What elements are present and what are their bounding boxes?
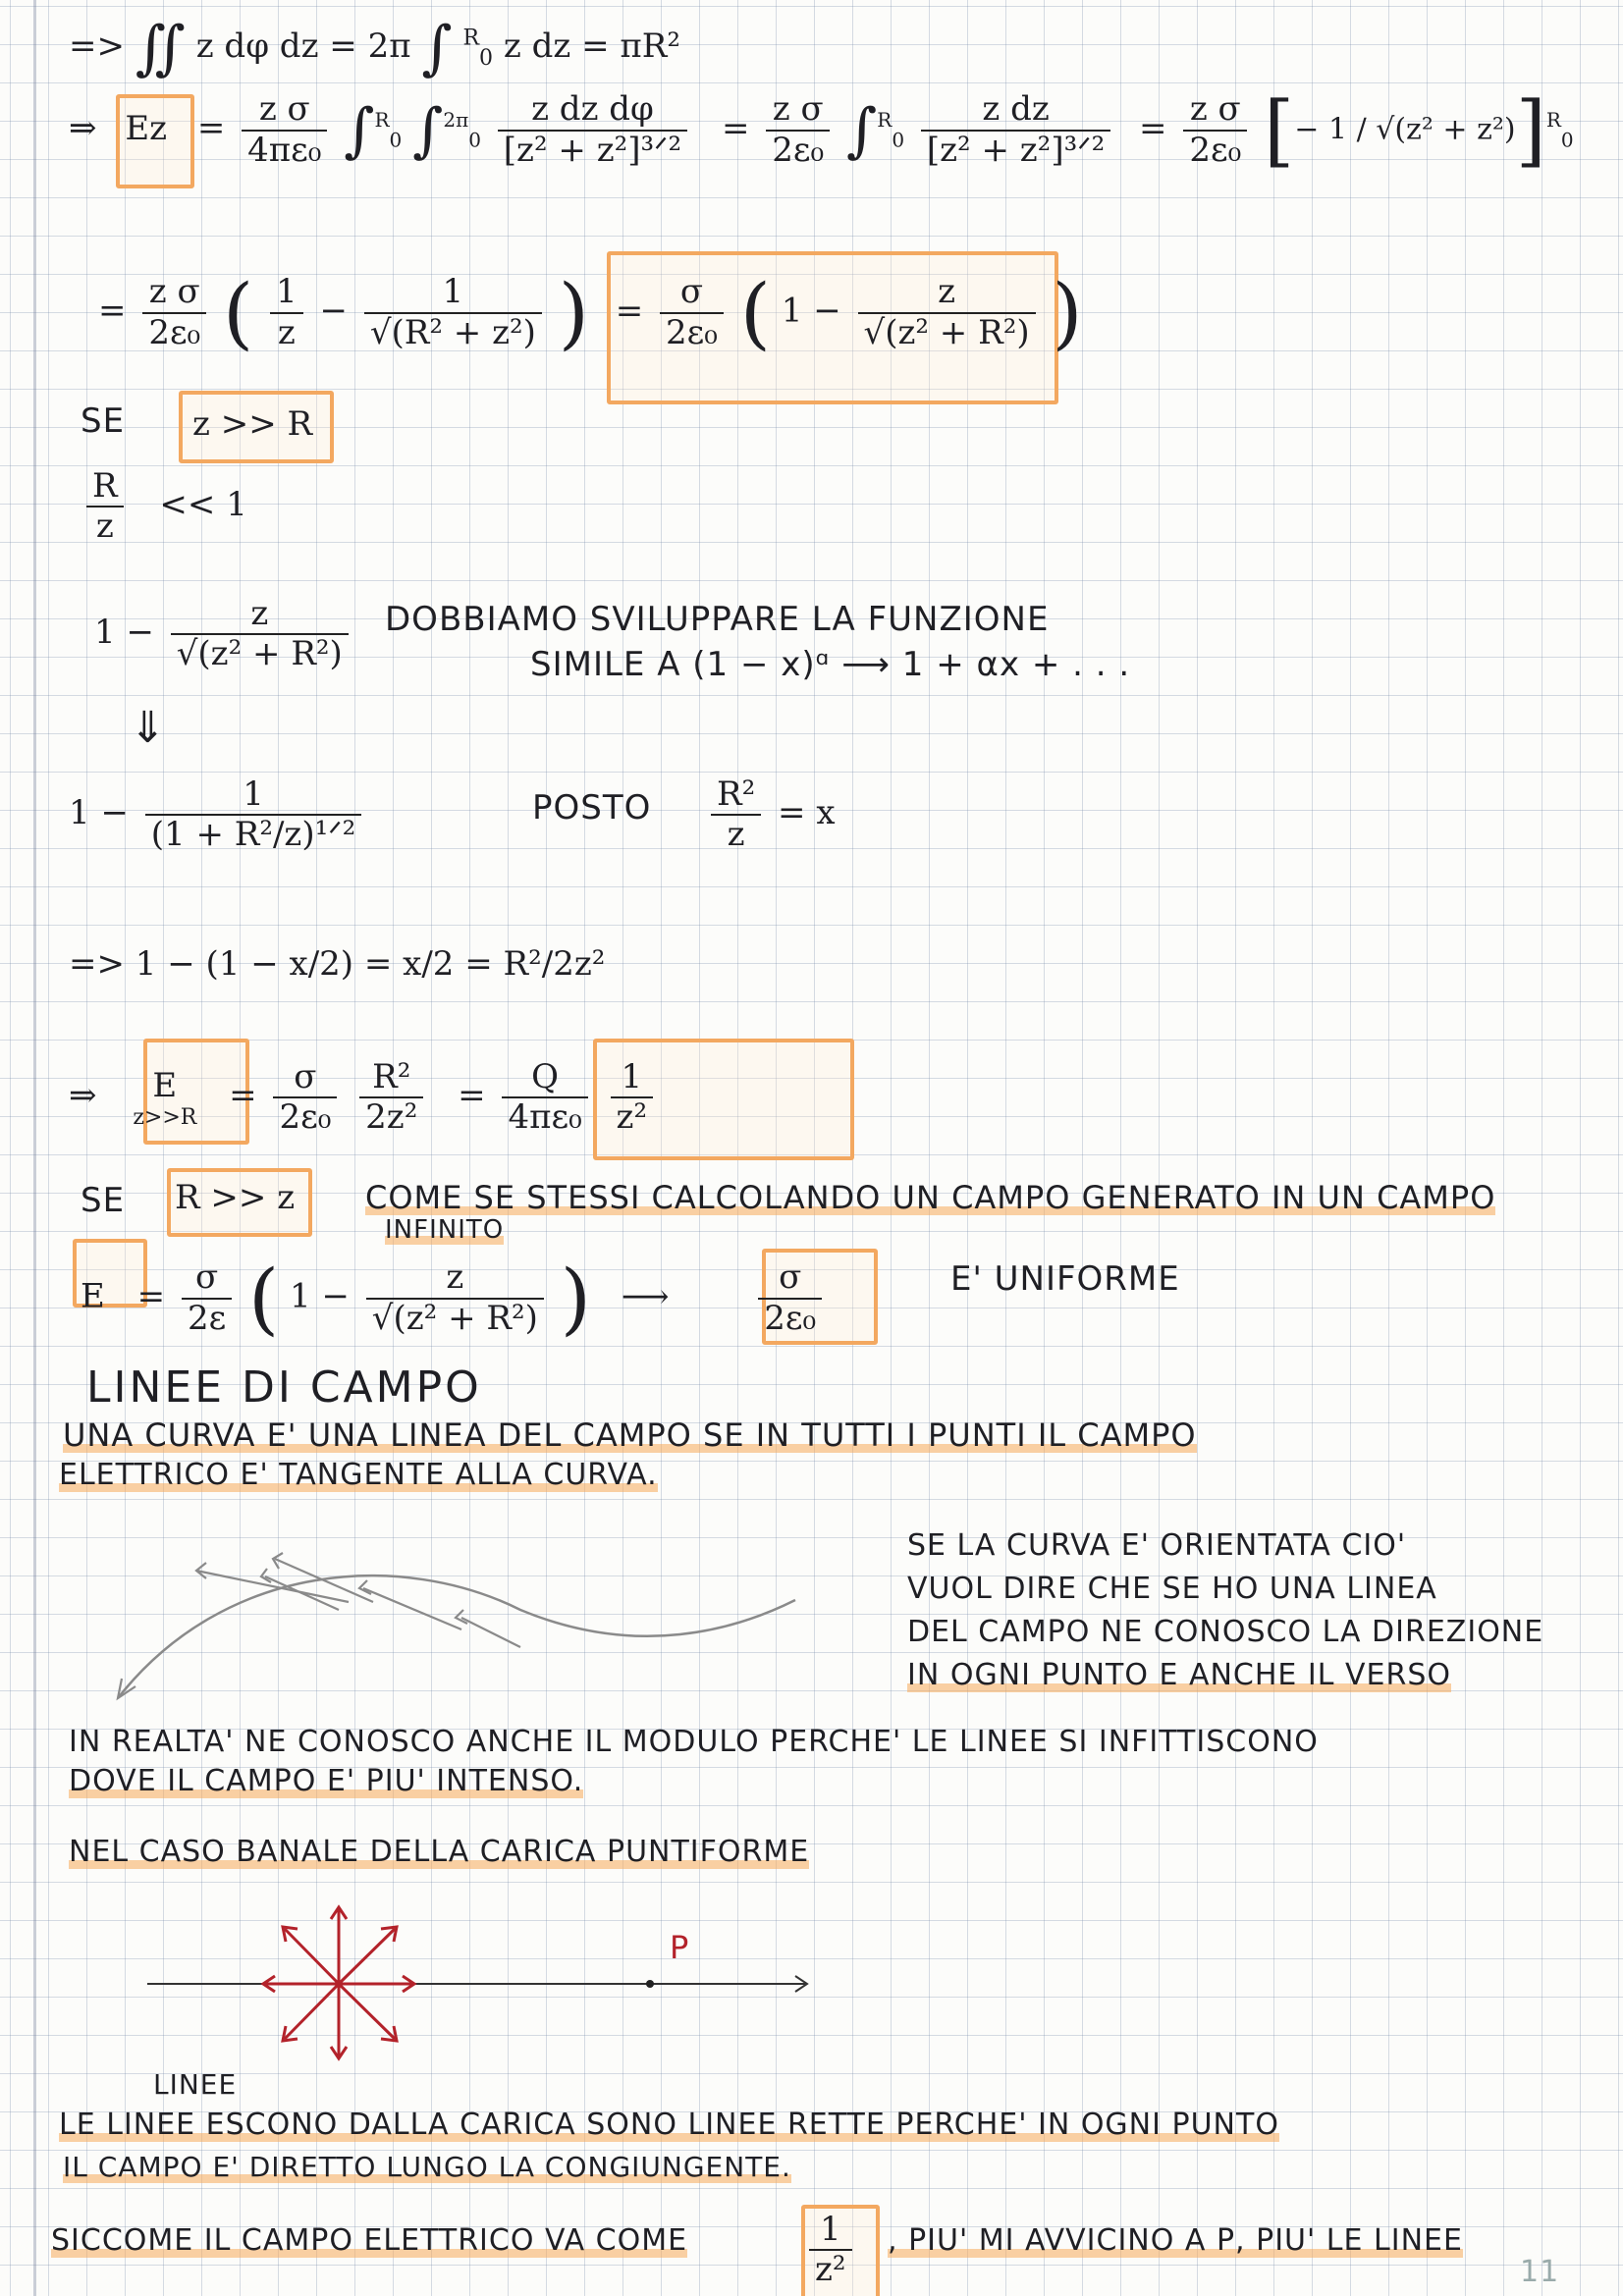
integral-sign-phi: ∫ xyxy=(412,95,444,165)
r-over-z-line xyxy=(81,467,247,546)
uni-inner-frac xyxy=(366,1258,544,1337)
uni-right-paren: ) xyxy=(560,1253,591,1344)
sicc-frac xyxy=(809,2211,852,2289)
orient-line-4: IN OGNI PUNTO E ANCHE IL VERSO xyxy=(907,1658,1452,1692)
eq2-bracket-term: − 1 / √(z² + z²) xyxy=(1294,112,1516,147)
eq1-integrand-2: z dz xyxy=(503,27,571,66)
eq2-integrand2-fraction xyxy=(921,90,1110,169)
eq3-equals: = xyxy=(98,291,127,331)
far-frac-3 xyxy=(502,1058,587,1137)
eq2-coef3-den: 2ε₀ xyxy=(1189,130,1242,170)
banale-line: NEL CASO BANALE DELLA CARICA PUNTIFORME xyxy=(69,1835,810,1869)
eq3-res-inner xyxy=(858,273,1036,351)
eq2-bracket-upper: R xyxy=(1545,108,1561,133)
uni-one-minus: 1 − xyxy=(290,1276,350,1316)
double-down-arrow: ⇓ xyxy=(130,703,167,753)
uni-frac xyxy=(182,1258,232,1337)
e-uni-letter: E xyxy=(81,1276,105,1316)
uni-left-paren: ( xyxy=(248,1253,280,1344)
eq1-lower-limit: 0 xyxy=(479,45,494,71)
one-minus: 1 − xyxy=(94,613,154,653)
realta-line-1: IN REALTA' NE CONOSCO ANCHE IL MODULO PERCHE' LE LINEE SI INFITTISCONO xyxy=(69,1725,1319,1759)
se-label: SE xyxy=(81,401,126,441)
page-margin-line xyxy=(33,0,36,2296)
eq3-term2-num: 1 xyxy=(364,273,542,313)
point-p-label: P xyxy=(670,1929,690,1966)
eq3-right-paren: ) xyxy=(558,267,589,358)
posto-den: z xyxy=(727,815,745,855)
eq3-equals-2: = xyxy=(615,291,644,331)
posto-expression xyxy=(705,775,836,854)
eq2-integrand-num: z dz dφ xyxy=(498,90,687,131)
eq1-equals-2pi: = 2π xyxy=(329,27,411,66)
z-over-sqrt-num: z xyxy=(171,595,349,635)
eq2-lower-r: 0 xyxy=(389,128,403,152)
eq2-integrand2-den: [z² + z²]³ᐟ² xyxy=(926,130,1106,170)
eq3-term1-num: 1 xyxy=(270,273,303,313)
far-num-2: R² xyxy=(359,1058,423,1098)
eq2-upper-phi: 2π xyxy=(443,108,469,133)
sicc-den: z² xyxy=(815,2250,846,2290)
eq2-equals-3: = xyxy=(1139,108,1167,148)
z-over-sqrt xyxy=(171,595,349,673)
eq2-coef2-num: z σ xyxy=(766,90,830,131)
eq1-upper-limit: R xyxy=(462,26,480,51)
far-field-equation xyxy=(69,1058,659,1137)
uni-inner-num: z xyxy=(366,1258,544,1299)
eq2-upper-r: R xyxy=(374,108,390,133)
uni-res-num: σ xyxy=(758,1258,822,1299)
eq2-equals-2: = xyxy=(721,108,750,148)
eq3-term2-den: √(R² + z²) xyxy=(369,312,536,352)
eq3-coef-den: 2ε₀ xyxy=(148,312,201,352)
one-minus-2: 1 − xyxy=(69,793,129,833)
eq3-res-inner-den: √(z² + R²) xyxy=(863,312,1030,352)
eq2-upper-r-2: R xyxy=(877,108,893,133)
e-far-letter: E xyxy=(152,1065,178,1105)
orient-line-2: VUOL DIRE CHE SE HO UNA LINEA xyxy=(907,1572,1437,1606)
inverse-square-fraction xyxy=(803,2211,858,2289)
far-frac-2 xyxy=(359,1058,423,1137)
point-charge-diagram xyxy=(147,1899,835,2056)
r-gg-z: R >> z xyxy=(175,1178,296,1217)
long-right-arrow: ⟶ xyxy=(621,1276,670,1316)
z-gg-r: z >> R xyxy=(192,404,313,444)
linee-correction: LINEE xyxy=(153,2068,238,2101)
ez-symbol: Ez xyxy=(125,108,168,148)
se-label-2: SE xyxy=(81,1181,126,1220)
eq3-term1-den: z xyxy=(277,312,296,352)
implies-mark-3: ⇒ xyxy=(69,1076,97,1116)
uni-res-den: 2ε₀ xyxy=(764,1298,817,1338)
eq2-coef-num: z σ xyxy=(242,90,327,131)
left-bracket: [ xyxy=(1264,84,1295,176)
eq3-coef-fraction xyxy=(142,273,206,351)
expansion-result: => 1 − (1 − x/2) = x/2 = R²/2z² xyxy=(69,944,606,984)
page-number: 11 xyxy=(1520,2255,1560,2289)
integral-sign-2: ∫ xyxy=(845,95,878,165)
eq2-bracket-lower: 0 xyxy=(1560,128,1574,152)
posto-label: POSTO xyxy=(532,788,652,828)
r-over-z-num: R xyxy=(86,467,124,507)
siccome-line-a: SICCOME IL CAMPO ELETTRICO VA COME xyxy=(51,2223,688,2258)
far-den-1: 2ε₀ xyxy=(279,1097,332,1138)
ll-one: << 1 xyxy=(159,485,247,525)
far-den-2: 2z² xyxy=(365,1097,418,1138)
posto-eq: = x xyxy=(778,793,836,833)
integral-sign-r: ∫ xyxy=(344,95,375,165)
double-integral-sign: ∬ xyxy=(135,14,186,82)
definition-line-2: ELETTRICO E' TANGENTE ALLA CURVA. xyxy=(59,1458,658,1492)
eq1-integrand: z dφ dz xyxy=(195,27,319,66)
uni-equals: = xyxy=(136,1276,166,1316)
siccome-line-b: , PIU' MI AVVICINO A P, PIU' LE LINEE xyxy=(888,2223,1463,2258)
eq3-minus: − xyxy=(319,291,348,331)
eq2-coef3-fraction xyxy=(1183,90,1247,169)
orient-line-3: DEL CAMPO NE CONOSCO LA DIREZIONE xyxy=(907,1615,1544,1649)
definition-line-1: UNA CURVA E' UNA LINEA DEL CAMPO SE IN TUTTI I PUNTI IL CAMPO xyxy=(63,1416,1197,1454)
far-num-3: Q xyxy=(502,1058,587,1098)
expansion-target xyxy=(94,595,354,673)
far-num-4: 1 xyxy=(611,1058,654,1098)
far-equals-2: = xyxy=(458,1076,486,1116)
eq1-result: = πR² xyxy=(581,27,680,66)
far-den-4: z² xyxy=(616,1097,648,1138)
far-num-1: σ xyxy=(273,1058,337,1098)
dobbiamo-text: DOBBIAMO SVILUPPARE LA FUNZIONE xyxy=(385,600,1050,639)
uni-den: 2ε xyxy=(187,1298,227,1338)
infinito-text: INFINITO xyxy=(385,1215,505,1245)
z-over-sqrt-den: √(z² + R²) xyxy=(176,634,343,674)
uni-res-frac xyxy=(758,1258,822,1337)
eq3-term2 xyxy=(364,273,542,351)
posto-fraction xyxy=(711,775,761,854)
far-frac-1 xyxy=(273,1058,337,1137)
one-over-expansion-den: (1 + R²/z)¹ᐟ² xyxy=(150,815,356,855)
e-far-symbol xyxy=(133,1066,196,1130)
escono-line-2: IL CAMPO E' DIRETTO LUNGO LA CONGIUNGENTE. xyxy=(63,2151,791,2183)
equation-3 xyxy=(98,267,1083,358)
sicc-num: 1 xyxy=(809,2211,852,2251)
eq3-result-coef xyxy=(660,273,724,351)
uni-inner-den: √(z² + R²) xyxy=(371,1298,538,1338)
far-equals-1: = xyxy=(229,1076,257,1116)
equation-1 xyxy=(69,14,680,82)
eq2-integrand-den: [z² + z²]³ᐟ² xyxy=(503,130,682,170)
eq2-integrand2-num: z dz xyxy=(921,90,1110,131)
eq3-coef-num: z σ xyxy=(142,273,206,313)
eq2-coef2-den: 2ε₀ xyxy=(772,130,825,170)
realta-line-2: DOVE IL CAMPO E' PIU' INTENSO. xyxy=(69,1764,584,1798)
escono-line-1: LE LINEE ESCONO DALLA CARICA SONO LINEE RETTE PERCHE' IN OGNI PUNTO xyxy=(59,2108,1279,2142)
section-heading: LINEE DI CAMPO xyxy=(86,1362,482,1413)
orient-line-1: SE LA CURVA E' ORIENTATA CIO' xyxy=(907,1528,1407,1563)
eq2-coef2-fraction xyxy=(766,90,830,169)
field-line-sketch xyxy=(108,1541,815,1728)
uniforme-text: E' UNIFORME xyxy=(950,1259,1180,1299)
eq2-lower-r-2: 0 xyxy=(892,128,905,152)
eq3-res-left-paren: ( xyxy=(739,267,771,358)
equation-2 xyxy=(69,84,1574,176)
eq3-left-paren: ( xyxy=(223,267,254,358)
eq2-coef-den: 4πε₀ xyxy=(247,130,322,170)
eq2-lower-phi: 0 xyxy=(468,128,481,152)
eq3-res-inner-num: z xyxy=(858,273,1036,313)
r-over-z-den: z xyxy=(95,507,114,547)
eq2-coef-fraction xyxy=(242,90,327,169)
eq3-res-num: σ xyxy=(660,273,724,313)
eq2-integrand-fraction xyxy=(498,90,687,169)
implies-mark: => xyxy=(69,27,125,66)
eq3-res-den: 2ε₀ xyxy=(666,312,718,352)
simile-text: SIMILE A (1 − x)ᵅ ⟶ 1 + αx + . . . xyxy=(530,645,1131,684)
one-over-expansion-num: 1 xyxy=(145,775,362,816)
eq3-res-one: 1 − xyxy=(781,291,841,331)
come-se-text: COME SE STESSI CALCOLANDO UN CAMPO GENERATO IN UN CAMPO xyxy=(365,1179,1496,1216)
uni-num: σ xyxy=(182,1258,232,1299)
one-over-expansion xyxy=(145,775,362,854)
eq3-res-right-paren: ) xyxy=(1052,267,1083,358)
eq2-coef3-num: z σ xyxy=(1183,90,1247,131)
far-den-3: 4πε₀ xyxy=(508,1097,582,1138)
expansion-denominator xyxy=(69,775,367,854)
integral-sign: ∫ xyxy=(421,14,453,82)
r-over-z-fraction xyxy=(86,467,124,546)
posto-num: R² xyxy=(711,775,761,816)
eq2-equals: = xyxy=(196,108,226,148)
uniform-field-equation xyxy=(81,1253,828,1344)
eq3-term1 xyxy=(270,273,303,351)
e-far-subscript: z>>R xyxy=(133,1104,197,1130)
right-bracket: ] xyxy=(1515,84,1546,176)
far-frac-4 xyxy=(611,1058,654,1137)
implies-mark-2: ⇒ xyxy=(69,108,97,148)
